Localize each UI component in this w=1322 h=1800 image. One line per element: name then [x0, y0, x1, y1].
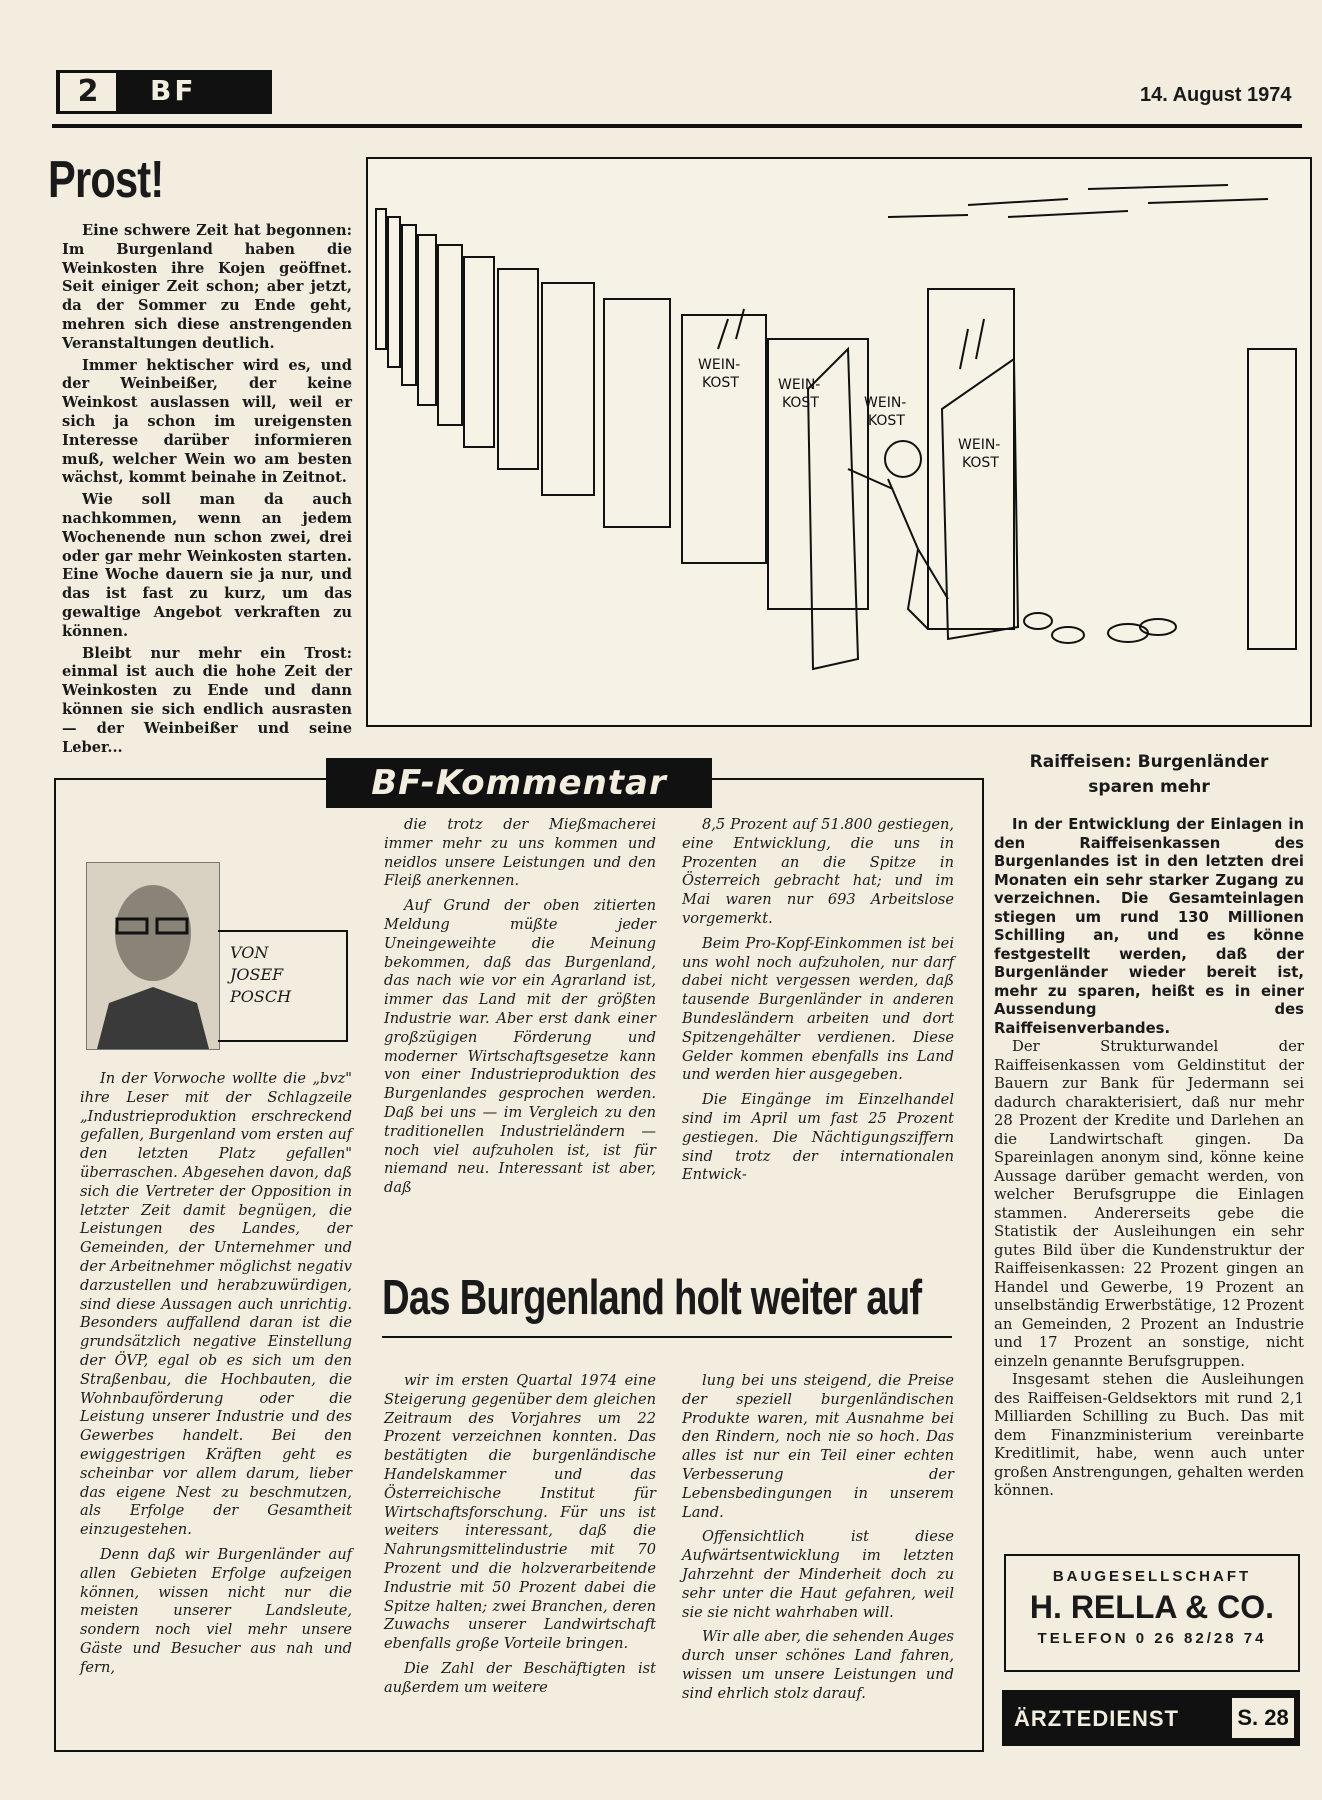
figure-head [885, 441, 921, 477]
prost-paragraph: Bleibt nur mehr ein Trost: einmal ist auch die hohe Zeit der Weinkosten zu Ende und dann können sie sich endlich ausrasten — der Weinbeißer und seine Leber... [62, 644, 352, 756]
kommentar-paragraph: Denn daß wir Burgenländer auf allen Gebieten Erfolge aufzeigen können, wissen nicht nur die meisten unserer Landsleute, sondern noch viel mehr unsere Gäste und Besucher aus nah und fern, [80, 1545, 352, 1676]
door-sign: KOST [782, 395, 819, 411]
aerztedienst-box [1002, 1690, 1300, 1746]
kommentar-column-a [80, 1070, 352, 1684]
door-sign: WEIN- [958, 437, 1001, 453]
section-label: BF [150, 74, 197, 107]
portrait-drawing [87, 863, 219, 1049]
kommentar-paragraph: die trotz der Mießmacherei immer mehr zu uns kommen und neidlos unsere Leistungen und den Fleiß anerkennen. [384, 816, 656, 890]
portrait-suit [97, 987, 209, 1049]
motion-lines [888, 185, 1268, 217]
cartoon-weinkost [366, 157, 1312, 727]
prost-article [62, 222, 352, 760]
door-sign: WEIN- [864, 395, 907, 411]
kommentar-paragraph: Die Eingänge im Einzelhandel sind im April um fast 25 Prozent gestiegen. Die Nächtigungsziffern sind trotz der internationalen Entwick- [682, 1091, 954, 1184]
prost-paragraph: Immer hektischer wird es, und der Weinbeißer, der keine Weinkost auslassen will, weil er sich ja schon im ureigensten Interesse darüber informieren muß, welcher Wein wo am besten wächst, kommt beinahe in Zeitnot. [62, 356, 352, 487]
door-far [498, 269, 538, 469]
page-number: 2 [60, 73, 116, 111]
raiffeisen-article [994, 816, 1304, 1501]
kommentar-paragraph: Beim Pro-Kopf-Einkommen ist bei uns wohl noch aufzuholen, nur darf dabei nicht vergessen werden, daß tausende Burgenländer in anderen Bundesländern arbeiten und dort Spitzengehälter verdienen. Diese Gelder kommen ebenfalls ins Land und werden hier ausgegeben. [682, 934, 954, 1084]
rella-advertisement [1004, 1554, 1300, 1672]
raiffeisen-title-line: Raiffeisen: Burgenländer [1029, 752, 1269, 772]
byline-line: POSCH [230, 987, 292, 1006]
door-sign: KOST [702, 375, 739, 391]
kommentar-paragraph: 8,5 Prozent auf 51.800 gestiegen, eine Entwicklung, die uns in Prozenten an die Spitze in Österreich gebracht hat; und im Mai waren nur 693 Arbeitslose vorgemerkt. [682, 816, 954, 927]
raiffeisen-title-line: sparen mehr [1088, 777, 1210, 797]
raiffeisen-paragraph: Der Strukturwandel der Raiffeisenkassen vom Geldinstitut der Bauern zur Bank für Jedermann sei dadurch charakterisiert, daß nur mehr 28 Prozent der Kredite und Darlehen an die Landwirtschaft gingen. Da Spareinlagen anonym sind, könne keine Aussage darüber gemacht werden, von welcher Berufsgruppe die Einlagen stammen. Andererseits gebe die Statistik der Ausleihungen ein sehr gutes Bild über die Kundenstruktur der Raiffeisenkassen: 22 Prozent gingen an Handel und Gewerbe, 19 Prozent an unselbständig Erwerbstätige, 12 Prozent an Gemeinden, 2 Prozent an Industrie und 17 Prozent an sonstige, nicht einzeln genannte Berufsgruppen. [994, 1038, 1304, 1370]
header-rule [52, 124, 1302, 128]
rella-company-type: BAUGESELLSCHAFT [1052, 1568, 1252, 1585]
kommentar-column-b [384, 816, 656, 1204]
kommentar-paragraph: In der Vorwoche wollte die „bvz" ihre Leser mit der Schlagzeile „Industrieproduktion erschreckend gefallen, Burgenland vom ersten auf den letzten Platz gefallen" überraschen. Abgesehen davon, daß sich die Vertreter der Opposition in letzter Zeit damit begnügen, die Leistungen des Landes, der Gemeinden, der Unternehmer und der Arbeitnehmer möglichst negativ darzustellen und herabzuwürdigen, sind diese Aussagen auch unrichtig. Besonders auffallend daran ist die grundsätzlich negative Einstellung der ÖVP, egal ob es sich um den Straßenbau, die Hochbauten, die Wohnbauförderung oder die Leistung unserer Industrie und des Gewerbes handelt. Bei den ewiggestrigen Kräften geht es scheinbar vor allem darum, lieber das eigene Nest zu beschmutzen, als Erfolge der Gesamtheit einzugestehen. [80, 1070, 352, 1539]
door-far [438, 245, 462, 425]
bottle [1052, 627, 1084, 643]
bottle [1140, 619, 1176, 635]
door-far [418, 235, 436, 405]
raiffeisen-lead: In der Entwicklung der Einlagen in den Raiffeisenkassen des Burgenlandes ist in den letzten drei Monaten ein sehr starker Zugang zu verzeichnen. Die Gesamteinlagen stiegen um rund 130 Millionen Schilling an, und es könne festgestellt werden, daß der Burgenländer wieder bereit ist, mehr zu sparen, heißt es in einer Aussendung des Raiffeisenverbandes. [994, 816, 1304, 1037]
aerztedienst-page-ref: S. 28 [1232, 1698, 1294, 1738]
kommentar-paragraph: Auf Grund der oben zitierten Meldung müßte jeder Uneingeweihte die Meinung bekommen, daß das Burgenland, das nach wie vor ein Agrarland ist, immer das Land mit der größten Industrie war. Aber erst dank einer großzügigen Förderung und moderner Wirtschaftsgesetze kann von einer Industrieproduktion des Burgenlandes gesprochen werden. Daß bei uns — im Vergleich zu den traditionellen Industrieländern — noch viel aufzuholen ist, ist für niemand neu. Interessant ist aber, daß [384, 897, 656, 1197]
rella-phone: TELEFON 0 26 82/28 74 [1037, 1630, 1267, 1647]
author-portrait [86, 862, 220, 1050]
door-sign: WEIN- [778, 377, 821, 393]
rella-company-name: H. RELLA & CO. [1029, 1589, 1275, 1625]
author-byline [218, 930, 348, 1042]
cartoon-drawing [368, 159, 1310, 725]
door-sign: KOST [962, 455, 999, 471]
prost-paragraph: Eine schwere Zeit hat begonnen: Im Burgenland haben die Weinkosten ihre Kojen geöffnet. Seit einiger Zeit schon; aber jetzt, da der Sommer zu Ende geht, mehren sich diese anstrengenden Veranstaltungen deutlich. [62, 222, 352, 352]
door-mid [542, 283, 594, 495]
kommentar-column-c2 [682, 1372, 954, 1710]
prost-paragraph: Wie soll man da auch nachkommen, wenn an jedem Wochenende nun schon zwei, drei oder gar mehr Weinkosten starten. Eine Woche dauern sie ja nur, und das ist fast zu kurz, um das gewaltige Angebot verkraften zu können. [62, 491, 352, 640]
kommentar-paragraph: Offensichtlich ist diese Aufwärtsentwicklung im letzten Jahrzehnt der Minderheit doch zu sehr unter die Haut gefahren, weil sie sie nicht wahrhaben will. [682, 1528, 954, 1621]
door-mid [604, 299, 670, 527]
kommentar-paragraph: Die Zahl der Beschäftigten ist außerdem um weitere [384, 1659, 656, 1696]
kommentar-column-c [682, 816, 954, 1191]
bottle [1108, 624, 1148, 642]
door-near [682, 315, 766, 563]
kommentar-column-b2 [384, 1372, 656, 1704]
raiffeisen-paragraph: Insgesamt stehen die Ausleihungen des Raiffeisen-Geldsektors mit rund 2,1 Milliarden Schilling zu Buch. Das mit dem Finanzministerium vereinbarte Kreditlimit, habe, wenn auch unter großen Anstrengungen, gehalten werden können. [994, 1371, 1304, 1499]
kommentar-paragraph: wir im ersten Quartal 1974 eine Steigerung gegenüber dem gleichen Zeitraum des Vorjahres um 22 Prozent verzeichnen konnten. Das bestätigten die burgenländische Handelskammer und das Österreichische Institut für Wirtschaftsforschung. Für uns ist weiters interessant, daß die Nahrungsmittelindustrie mit 70 Prozent und die holzverarbeitende Industrie mit 50 Prozent dabei die Spitze halten; zwei Branchen, deren Zuwachs unserer Landwirtschaft ebenfalls große Vorteile bringen. [384, 1372, 656, 1653]
door-far [464, 257, 494, 447]
door-sign: KOST [868, 413, 905, 429]
door-far [402, 225, 416, 385]
aerztedienst-label: ÄRZTEDIENST [1014, 1706, 1179, 1731]
door-far [376, 209, 386, 349]
bottle [1024, 613, 1052, 629]
door-sign: WEIN- [698, 357, 741, 373]
prost-title: Prost! [48, 151, 164, 209]
kommentar-banner: BF-Kommentar [326, 758, 712, 808]
kommentar-headline: Das Burgenland holt weiter auf [382, 1271, 922, 1325]
figure-body [848, 469, 948, 629]
byline-line: VON [230, 943, 269, 962]
raiffeisen-title [994, 750, 1304, 800]
door-edge [1248, 349, 1296, 649]
headline-rule [382, 1336, 952, 1338]
door-far [388, 217, 400, 367]
issue-date: 14. August 1974 [1140, 84, 1292, 106]
kommentar-paragraph: Wir alle aber, die sehenden Auges durch unser schönes Land fahren, wissen um unsere Leistungen und sind ehrlich stolz darauf. [682, 1628, 954, 1702]
kommentar-paragraph: lung bei uns steigend, die Preise der speziell burgenländischen Produkte waren, mit Ausnahme bei den Rindern, noch nie so hoch. Das alles ist nur ein Teil einer echten Verbesserung der Lebensbedingungen in unserem Land. [682, 1372, 954, 1521]
door-right-leaf [942, 359, 1018, 639]
byline-line: JOSEF [230, 965, 284, 984]
